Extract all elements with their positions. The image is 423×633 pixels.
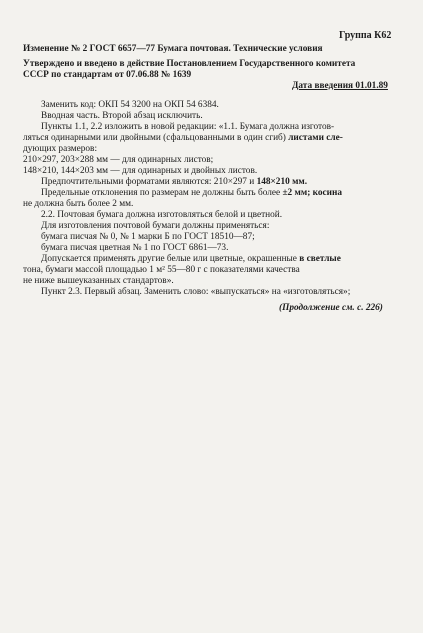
body-text-bold: ±2 мм; косина bbox=[282, 188, 342, 198]
body-text: Допускается применять другие белые или цветные, окрашенные bbox=[41, 254, 300, 264]
body-line bbox=[41, 177, 307, 188]
body-line: 2.2. Почтовая бумага должна изготовляться белой и цветной. bbox=[41, 210, 283, 220]
body-line: бумага писчая цветная № 1 по ГОСТ 6861—73. bbox=[41, 243, 229, 253]
body-text-bold: 148×210 мм. bbox=[256, 177, 308, 187]
body-text-bold: листами сле- bbox=[288, 133, 343, 143]
body-line: Пункты 1.1, 2.2 изложить в новой редакции: «1.1. Бумага должна изготов- bbox=[41, 122, 335, 132]
effective-date: Дата введения 01.01.89 bbox=[292, 81, 388, 91]
body-line bbox=[23, 133, 343, 144]
body-line: Вводная часть. Второй абзац исключить. bbox=[41, 111, 203, 121]
body-line: дующих размеров: bbox=[23, 144, 98, 154]
body-line: тона, бумаги массой площадью 1 м² 55—80 г с показателями качества bbox=[23, 265, 300, 275]
body-line: бумага писчая № 0, № 1 марки Б по ГОСТ 18510—87; bbox=[41, 232, 255, 242]
body-text: ляться одинарными или двойными (сфальцованными в один сгиб) bbox=[23, 133, 289, 143]
body-line: 210×297, 203×288 мм — для одинарных листов; bbox=[23, 155, 214, 165]
amendment-title: Изменение № 2 ГОСТ 6657—77 Бумага почтовая. Технические условия bbox=[23, 44, 323, 54]
body-line: не ниже вышеуказанных стандартов». bbox=[23, 276, 174, 286]
approval-line: Утверждено и введено в действие Постановлением Государственного комитета bbox=[23, 59, 356, 69]
body-line: Пункт 2.3. Первый абзац. Заменить слово: «выпускаться» на «изготовляться»; bbox=[41, 287, 351, 297]
body-text: Предельные отклонения по размерам не должны быть более bbox=[41, 188, 283, 198]
body-line bbox=[41, 188, 342, 199]
body-text: Предпочтительными форматами являются: 210×297 и bbox=[41, 177, 257, 187]
body-line: не должна быть более 2 мм. bbox=[23, 199, 134, 209]
body-line: Заменить код: ОКП 54 3200 на ОКП 54 6384. bbox=[41, 100, 219, 110]
group-label: Группа К62 bbox=[339, 30, 392, 41]
body-text-bold: в светлые bbox=[299, 254, 341, 264]
continuation-note: (Продолжение см. с. 226) bbox=[279, 303, 383, 313]
body-line: Для изготовления почтовой бумаги должны применяться: bbox=[41, 221, 270, 231]
approval-line-2: СССР по стандартам от 07.06.88 № 1639 bbox=[23, 70, 192, 80]
body-line bbox=[41, 254, 341, 265]
body-line: 148×210, 144×203 мм — для одинарных и двойных листов. bbox=[23, 166, 258, 176]
